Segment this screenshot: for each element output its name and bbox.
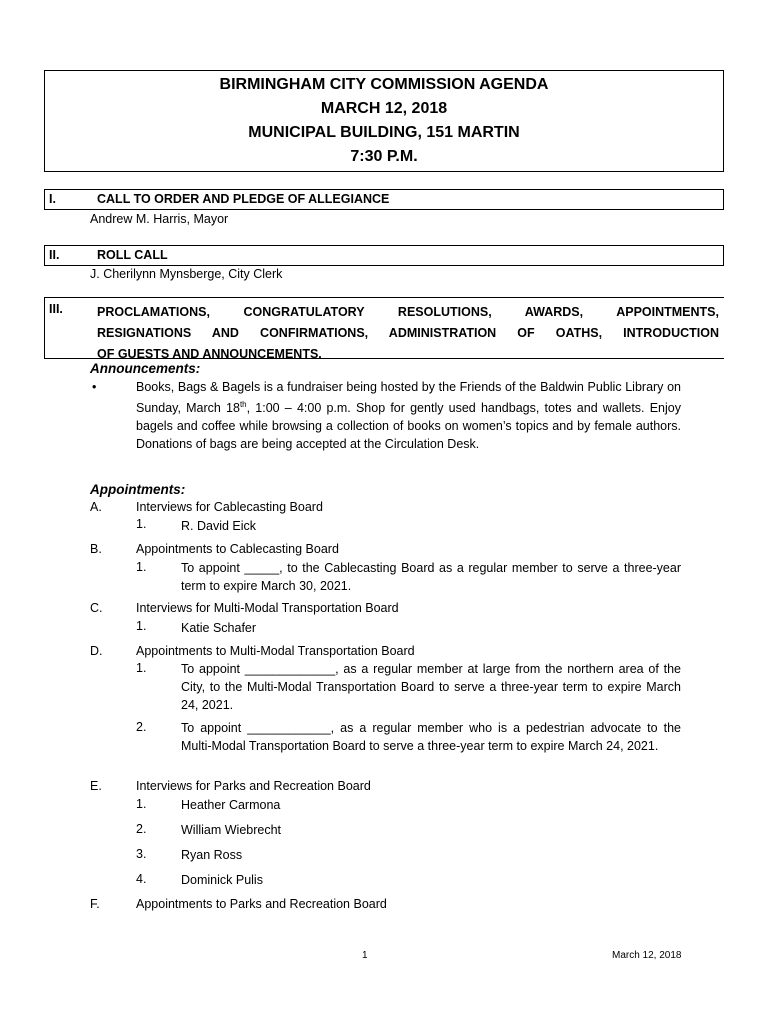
item-letter: C. [90, 601, 103, 615]
footer-date: March 12, 2018 [612, 950, 682, 961]
section-title-line: PROCLAMATIONS, CONGRATULATORY RESOLUTIONS, AWARDS, APPOINTMENTS, [97, 305, 719, 319]
section-title: ROLL CALL [97, 248, 168, 262]
section-title [97, 302, 719, 365]
section-proclamations [44, 297, 724, 359]
item-title: Interviews for Parks and Recreation Board [136, 779, 371, 793]
item-text: R. David Eick [181, 519, 257, 533]
clerk-name: J. Cherilynn Mynsberge, City Clerk [90, 267, 283, 281]
item-text: To appoint _____________, as a regular member at large from the northern area of the City, to the Multi-Modal Transportation Board to serve a three-year term to expire March 24, 2021. [181, 662, 681, 712]
agenda-date: MARCH 12, 2018 [320, 100, 448, 117]
bullet-icon: • [92, 380, 97, 394]
section-title-line: RESIGNATIONS AND CONFIRMATIONS, ADMINISTRATION OF OATHS, INTRODUCTION [97, 326, 719, 340]
item-number: 1. [136, 619, 147, 633]
announcements-heading: Announcements: [90, 361, 201, 376]
item-title: Appointments to Parks and Recreation Board [136, 897, 387, 911]
item-text: To appoint ____________, as a regular member who is a pedestrian advocate to the Multi-Modal Transportation Board to serve a three-year term to expire March 24, 2021. [181, 721, 681, 753]
item-text: Katie Schafer [181, 621, 257, 635]
item-number: 4. [136, 872, 147, 886]
section-roll-call [44, 245, 724, 266]
item-number: 2. [136, 822, 147, 836]
item-text: Ryan Ross [181, 848, 243, 862]
section-title: CALL TO ORDER AND PLEDGE OF ALLEGIANCE [97, 192, 390, 206]
item-number: 1. [136, 517, 147, 531]
agenda-location: MUNICIPAL BUILDING, 151 MARTIN [248, 124, 520, 141]
item-title: Interviews for Cablecasting Board [136, 500, 323, 514]
announcement-text [136, 378, 681, 453]
item-number: 2. [136, 720, 147, 734]
section-number: III. [49, 302, 63, 316]
item-letter: B. [90, 542, 102, 556]
item-number: 1. [136, 661, 147, 675]
section-number: II. [49, 248, 60, 262]
item-text: Dominick Pulis [181, 873, 263, 887]
item-number: 1. [136, 797, 147, 811]
announcement-text-part: , 1:00 – 4:00 p.m. Shop for gently used handbags, totes and wallets. Enjoy bagels and coffee while browsing a collection of books on women’s topics and by female authors. Donations of bags are being accepted at the Circulation Desk. [136, 401, 681, 452]
item-number: 3. [136, 847, 147, 861]
item-title: Appointments to Cablecasting Board [136, 542, 339, 556]
page-number: 1 [362, 950, 368, 961]
agenda-title: BIRMINGHAM CITY COMMISSION AGENDA [219, 76, 549, 93]
agenda-time: 7:30 P.M. [350, 148, 418, 165]
item-text: William Wiebrecht [181, 823, 282, 837]
item-title: Appointments to Multi-Modal Transportation Board [136, 644, 415, 658]
section-title-line: OF GUESTS AND ANNOUNCEMENTS. [97, 347, 322, 361]
agenda-title-box [44, 70, 724, 172]
item-number: 1. [136, 560, 147, 574]
item-letter: E. [90, 779, 102, 793]
section-number: I. [49, 192, 56, 206]
item-letter: A. [90, 500, 102, 514]
item-title: Interviews for Multi-Modal Transportation Board [136, 601, 399, 615]
appointments-heading: Appointments: [90, 482, 186, 497]
section-call-to-order [44, 189, 724, 210]
item-text: Heather Carmona [181, 798, 281, 812]
mayor-name: Andrew M. Harris, Mayor [90, 212, 229, 226]
item-letter: D. [90, 644, 103, 658]
item-letter: F. [90, 897, 100, 911]
item-text: To appoint _____, to the Cablecasting Board as a regular member to serve a three-year term to expire March 30, 2021. [181, 561, 681, 593]
announcement-text-part: Books, Bags & Bagels is a fundraiser being hosted by the Friends of the Baldwin Public Library on Sunday, March 18 [136, 380, 681, 416]
superscript: th [239, 400, 247, 409]
